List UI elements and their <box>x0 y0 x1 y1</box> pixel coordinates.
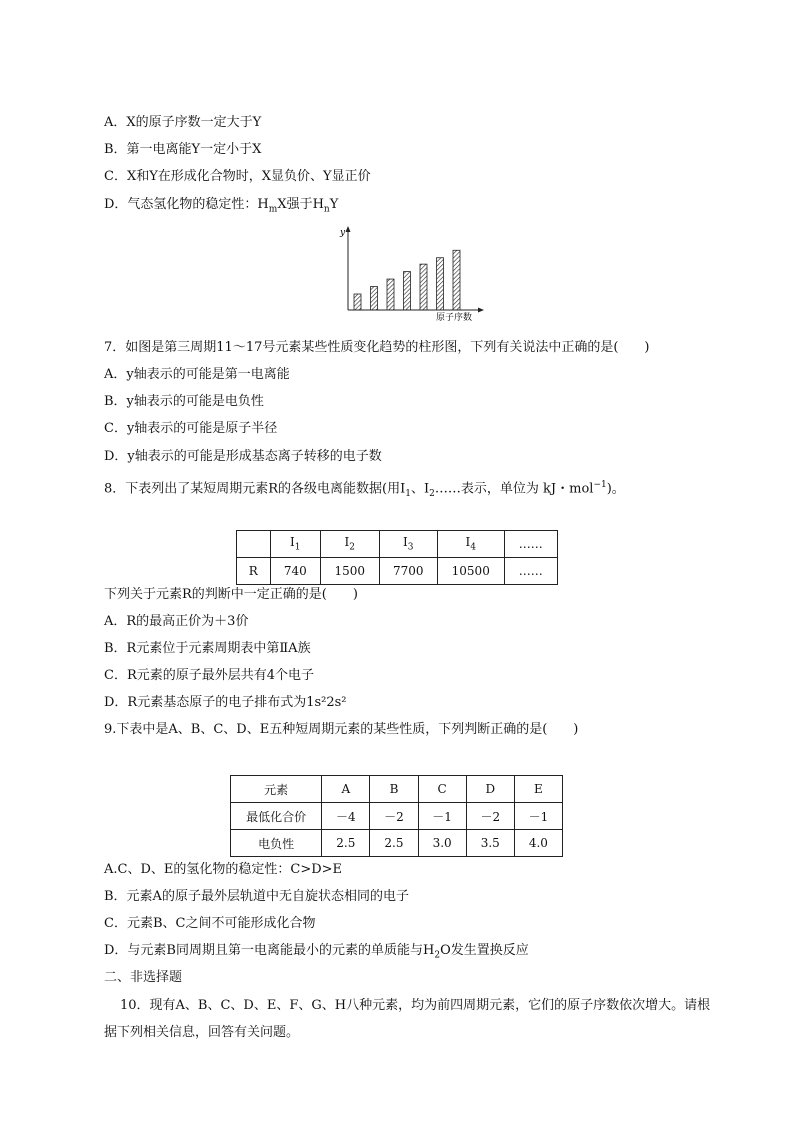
table-cell: 2.5 <box>370 830 418 857</box>
table-row <box>237 558 558 585</box>
table-cell: 10500 <box>438 558 504 585</box>
table-cell: R <box>237 558 271 585</box>
q9-option-a: A.C、D、E的氢化物的稳定性：C>D>E <box>104 862 343 877</box>
q7-option-b: B．y轴表示的可能是电负性 <box>104 394 264 409</box>
bar-11 <box>354 294 361 310</box>
table-cell: －2 <box>466 803 514 830</box>
q9-option-d: D．与元素B同周期且第一电离能最小的元素的单质能与$H_2O$发生置换反应 <box>104 943 529 961</box>
q6-option-b: B．第一电离能Y一定小于X <box>104 142 262 157</box>
table-cell: 7700 <box>379 558 437 585</box>
table-cell: B <box>370 776 418 803</box>
x-axis-arrow <box>478 308 484 313</box>
q10-line1: 10．现有A、B、C、D、E、F、G、H八种元素，均为前四周期元素，它们的原子序数依次增大。请根 <box>120 998 711 1013</box>
element-properties-table <box>230 775 563 857</box>
table-cell: A <box>322 776 370 803</box>
bar-16 <box>437 258 444 310</box>
table-cell: $I_3$ <box>379 531 437 558</box>
table-cell: 3.5 <box>466 830 514 857</box>
bar-12 <box>371 287 378 310</box>
table-row <box>231 803 563 830</box>
table-cell: $I_1$ <box>270 531 321 558</box>
q6-option-a: A．X的原子序数一定大于Y <box>104 115 262 130</box>
q6-option-c: C．X和Y在形成化合物时，X显负价、Y显正价 <box>104 169 371 184</box>
q8-option-d: D．R元素基态原子的电子排布式为1s²2s² <box>104 695 347 710</box>
table-cell: $I_2$ <box>321 531 379 558</box>
q7-option-d: D．y轴表示的可能是形成基态离子转移的电子数 <box>104 449 382 464</box>
x-axis-label: 原子序数 <box>436 313 473 323</box>
table-row <box>231 830 563 857</box>
table-cell: 2.5 <box>322 830 370 857</box>
table-cell: 3.0 <box>418 830 466 857</box>
bar-chart <box>330 224 490 324</box>
q8-option-a: A．R的最高正价为＋3价 <box>104 614 249 629</box>
bar-13 <box>387 279 394 310</box>
table-cell: 1500 <box>321 558 379 585</box>
q8-question: 下列关于元素R的判断中一定正确的是( ) <box>104 587 358 602</box>
table-cell <box>237 531 271 558</box>
table-cell: …… <box>504 558 558 585</box>
ionization-table <box>236 530 558 585</box>
q7-option-c: C．y轴表示的可能是原子半径 <box>104 421 278 436</box>
table-cell: 元素 <box>231 776 322 803</box>
q8-option-b: B．R元素位于元素周期表中第ⅡA族 <box>104 641 311 656</box>
q8-stem: 8．下表列出了某短周期元素R的各级电离能数据(用$I_1$、$I_2\dots\dots$表示，单位为 kJ・mol$^{-1}$)。 <box>104 480 625 499</box>
table-cell: －1 <box>514 803 562 830</box>
y-axis-arrow <box>346 226 351 232</box>
q9-option-b: B．元素A的原子最外层轨道中无自旋状态相同的电子 <box>104 889 409 904</box>
table-cell: 4.0 <box>514 830 562 857</box>
table-header-row <box>231 776 563 803</box>
q9-option-c: C．元素B、C之间不可能形成化合物 <box>104 916 316 931</box>
q6-option-d: D．气态氢化物的稳定性：$H_mX$强于$H_nY$ <box>104 197 339 215</box>
q8-option-c: C．R元素的原子最外层共有4个电子 <box>104 668 315 683</box>
bar-17 <box>453 250 460 310</box>
table-cell: 740 <box>270 558 321 585</box>
q9-stem: 9.下表中是A、B、C、D、E五种短周期元素的某些性质，下列判断正确的是( ) <box>104 722 579 737</box>
table-cell: －1 <box>418 803 466 830</box>
table-cell: C <box>418 776 466 803</box>
table-cell: $I_4$ <box>438 531 504 558</box>
q7-option-a: A．y轴表示的可能是第一电离能 <box>104 367 290 382</box>
bar-14 <box>404 272 411 310</box>
y-axis-label: y <box>340 228 346 238</box>
table-cell: 电负性 <box>231 830 322 857</box>
bar-15 <box>420 264 427 310</box>
table-cell: －2 <box>370 803 418 830</box>
q7-stem: 7．如图是第三周期11～17号元素某些性质变化趋势的柱形图，下列有关说法中正确的是( ) <box>104 340 650 355</box>
table-cell: D <box>466 776 514 803</box>
table-cell: 最低化合价 <box>231 803 322 830</box>
section-title: 二、非选择题 <box>104 970 183 985</box>
table-cell: E <box>514 776 562 803</box>
table-header-row <box>237 531 558 558</box>
table-cell: …… <box>504 531 558 558</box>
q10-line2: 据下列相关信息，回答有关问题。 <box>104 1025 300 1040</box>
table-cell: －4 <box>322 803 370 830</box>
